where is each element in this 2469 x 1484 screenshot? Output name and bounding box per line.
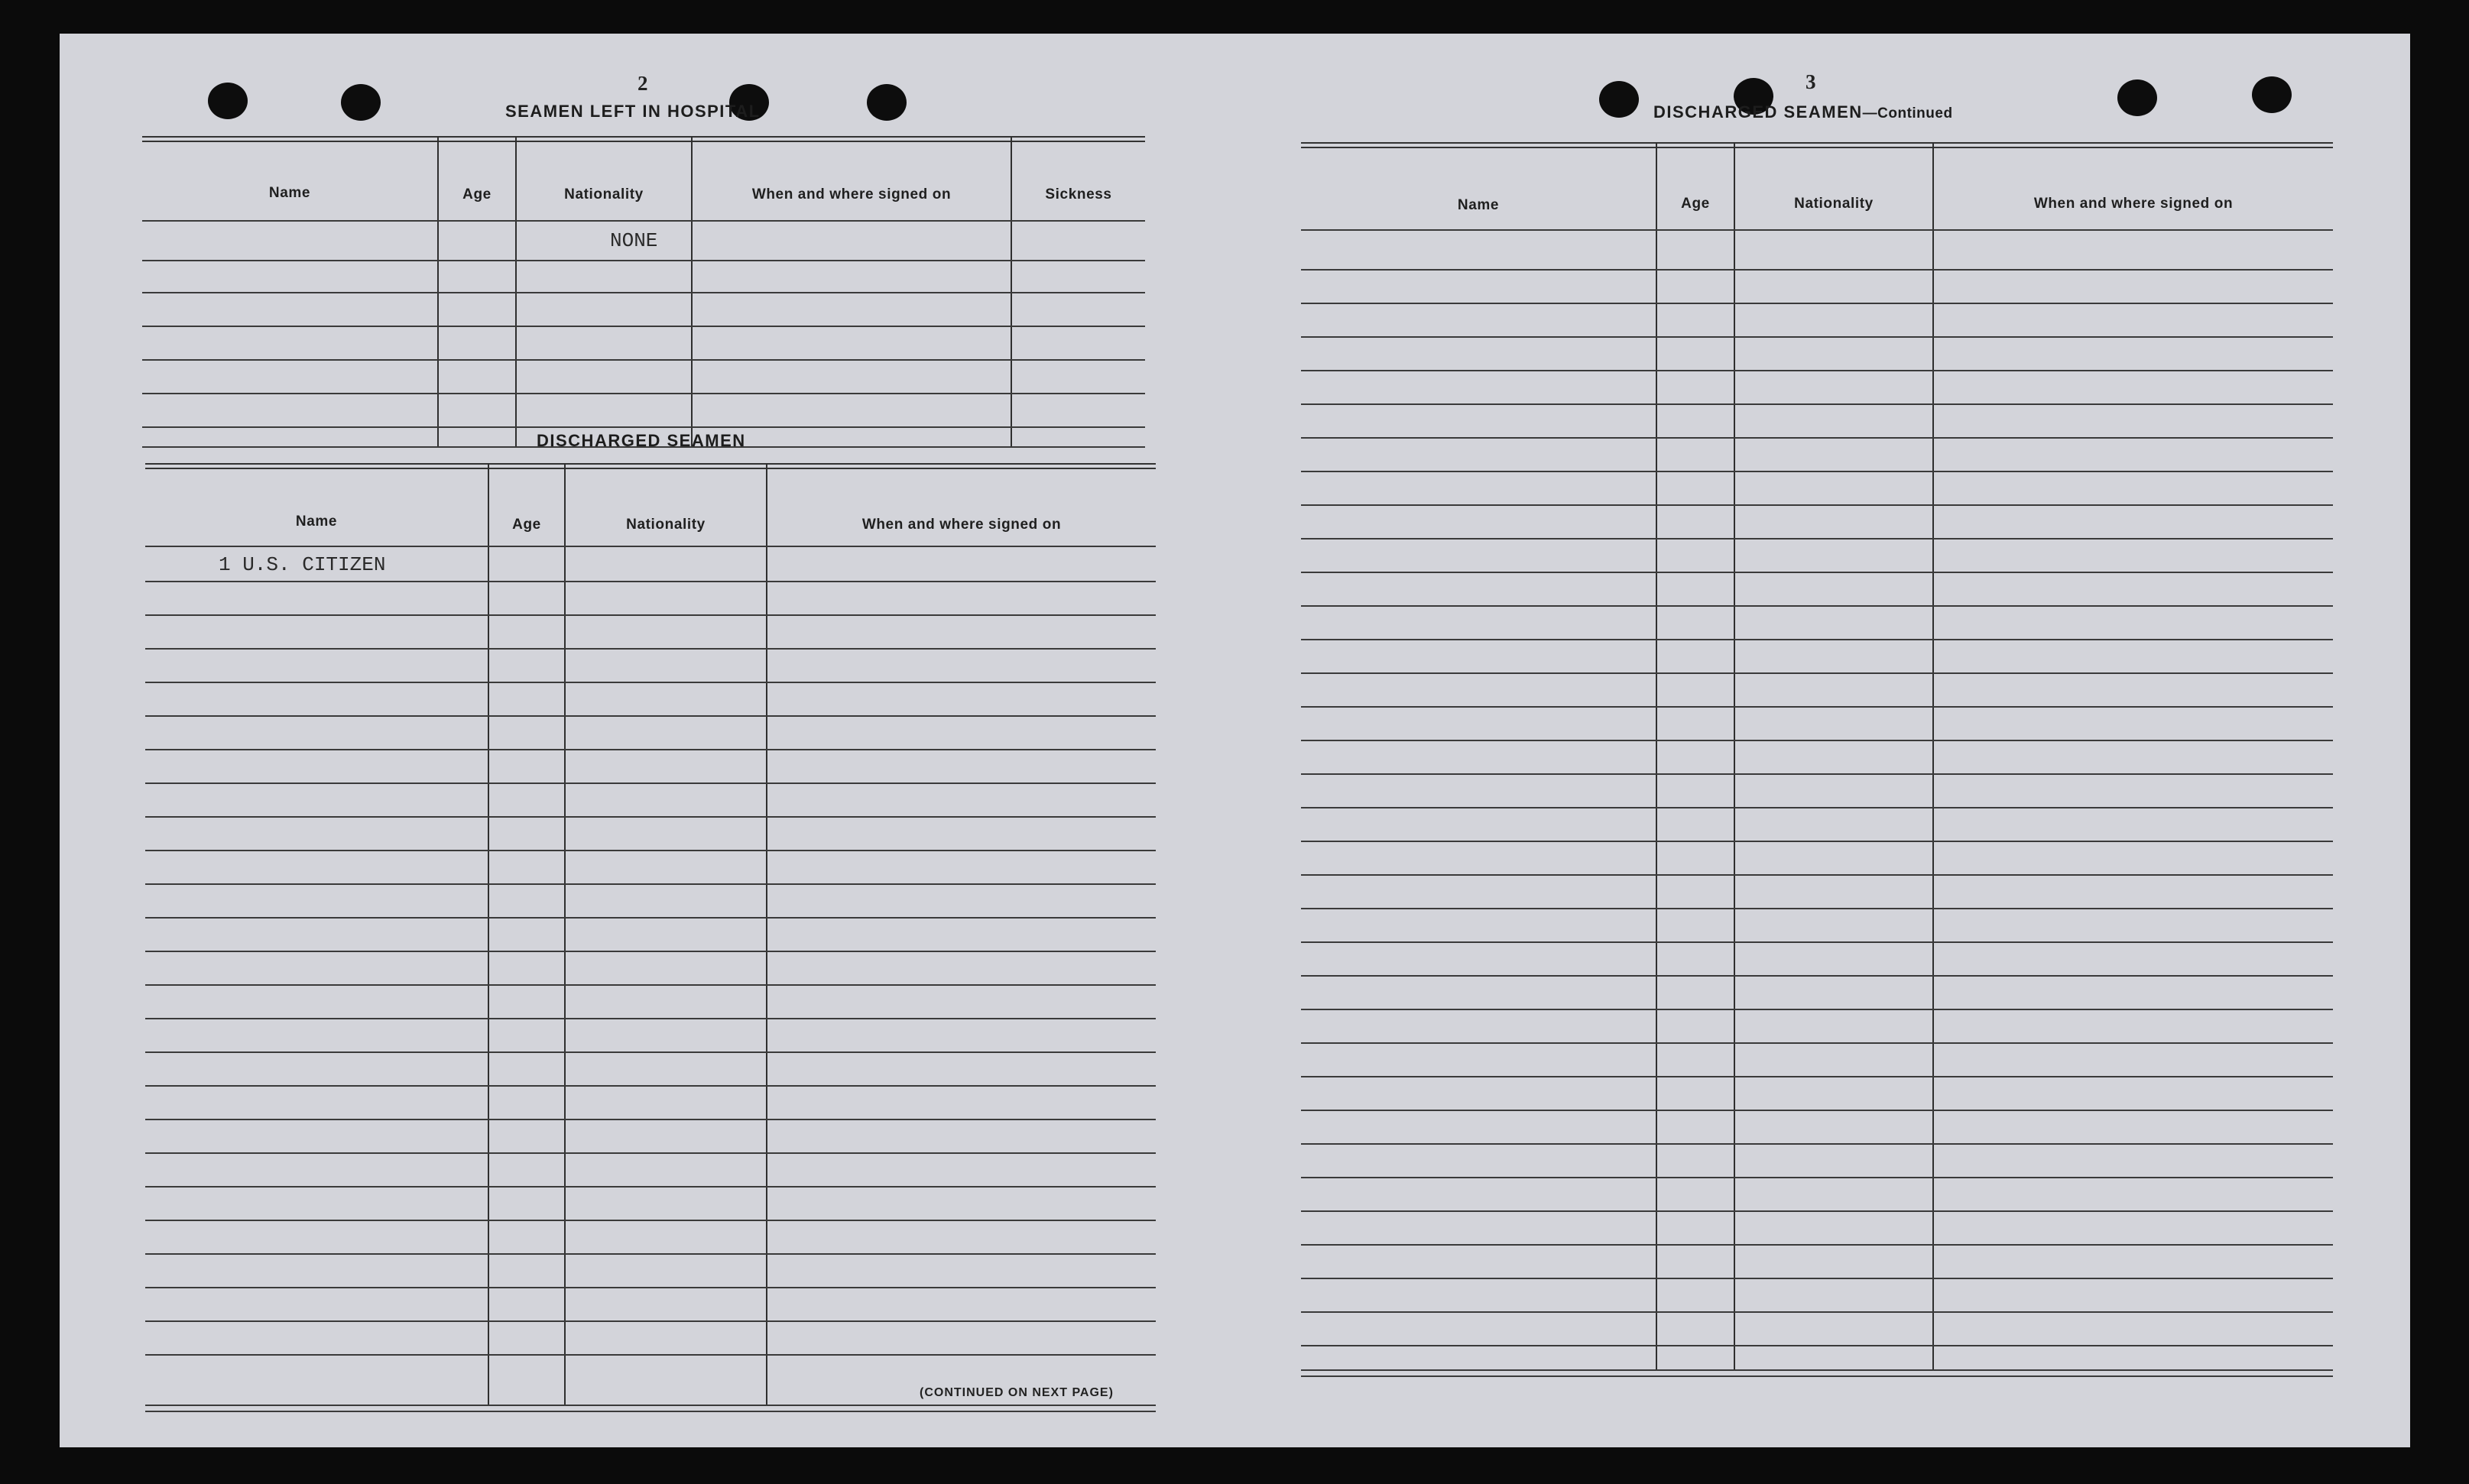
punch-hole bbox=[341, 84, 381, 121]
title-suffix: —Continued bbox=[1862, 105, 1953, 122]
column-header-age: Age bbox=[462, 186, 492, 203]
hospital-entry: NONE bbox=[610, 229, 658, 252]
punch-hole bbox=[1599, 81, 1639, 118]
document-page bbox=[60, 34, 2410, 1447]
discharged-continued-table bbox=[1301, 142, 2333, 1380]
title-main: DISCHARGED SEAMEN bbox=[1653, 102, 1863, 122]
page-number-right: 3 bbox=[1806, 70, 1816, 93]
column-header-name: Name bbox=[268, 185, 311, 201]
punch-hole bbox=[867, 84, 907, 121]
discharged-entry: 1 U.S. CITIZEN bbox=[219, 553, 386, 576]
hospital-table bbox=[142, 136, 1145, 449]
punch-hole bbox=[2117, 79, 2157, 116]
column-header-nationality: Nationality bbox=[1794, 196, 1874, 212]
punch-hole bbox=[2252, 76, 2292, 113]
continued-footer: (CONTINUED ON NEXT PAGE) bbox=[920, 1386, 1114, 1399]
discharged-table bbox=[145, 463, 1156, 1411]
column-header-nationality: Nationality bbox=[564, 186, 644, 203]
column-header-name: Name bbox=[1457, 197, 1500, 213]
column-header-signed-on: When and where signed on bbox=[861, 517, 1062, 533]
discharged-continued-title bbox=[1653, 102, 1953, 122]
column-header-signed-on: When and where signed on bbox=[751, 186, 952, 203]
column-header-age: Age bbox=[1681, 196, 1710, 212]
column-header-age: Age bbox=[512, 517, 541, 533]
column-header-name: Name bbox=[295, 514, 338, 530]
hospital-section-title: SEAMEN LEFT IN HOSPITAL bbox=[505, 102, 761, 121]
column-header-signed-on: When and where signed on bbox=[2033, 196, 2234, 212]
column-header-sickness: Sickness bbox=[1045, 186, 1112, 203]
column-header-nationality: Nationality bbox=[626, 517, 706, 533]
punch-hole bbox=[208, 83, 248, 119]
page-number-left: 2 bbox=[638, 72, 648, 95]
discharged-section-title: DISCHARGED SEAMEN bbox=[537, 431, 746, 450]
